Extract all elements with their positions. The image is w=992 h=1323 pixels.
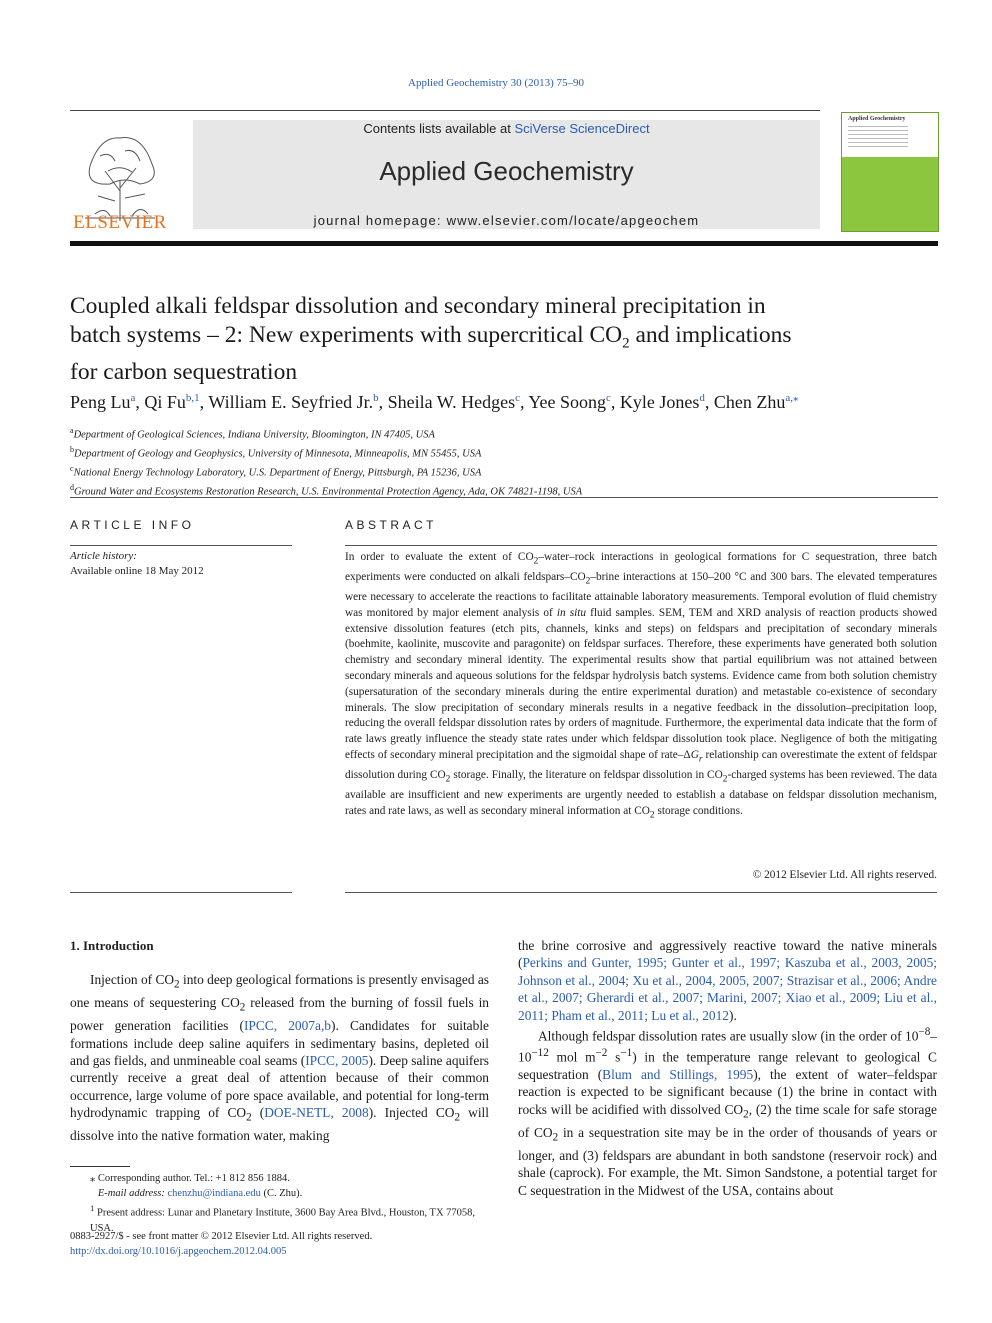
article-history-value: Available online 18 May 2012 (70, 565, 204, 577)
copyright-notice: © 2012 Elsevier Ltd. All rights reserved. (752, 869, 937, 881)
affiliation-marker: c (70, 464, 74, 473)
title-line-2b: and implications (629, 321, 792, 348)
homepage-prefix: journal homepage: (313, 213, 447, 228)
author-name: Sheila W. Hedges (387, 392, 516, 412)
issn-block (70, 1230, 372, 1259)
affiliation-marker: b (70, 445, 74, 454)
author-affil-link[interactable]: a,⁎ (785, 392, 799, 404)
author-name: Chen Zhu (713, 392, 786, 412)
citation-link[interactable]: IPCC, 2007a,b (243, 1018, 331, 1034)
cover-title: Applied Geochemistry (848, 116, 906, 122)
article-title (70, 292, 930, 386)
author-affil-link[interactable]: a (130, 392, 136, 404)
affiliation-marker: a (70, 426, 74, 435)
citation-link[interactable]: Perkins and Gunter, 1995; Gunter et al., 1997; Kaszuba et al., 2003, 2005; Johnson et al., 2004; Xu et al., 2004, 2005, 2007; Strazisar et al., 2006; Andre et al., 2007; Gherardi et al., 2007; Marini, 2007; Xiao et al., 2009; Liu et al., 2011; Pham et al., 2011; Lu et al., 2012 (518, 955, 937, 1023)
introduction-heading: 1. Introduction (70, 938, 154, 953)
affiliation-text: National Energy Technology Laboratory, U.S. Department of Energy, Pittsburgh, PA 15236, USA (73, 467, 482, 479)
affiliation (70, 424, 582, 443)
footnote-text: Present address: Lunar and Planetary Institute, 3600 Bay Area Blvd., Houston, TX 77058, USA. (90, 1207, 476, 1234)
article-info-bottom-rule (70, 892, 292, 893)
elsevier-wordmark: ELSEVIER (73, 212, 167, 233)
affiliation (70, 443, 582, 462)
footnote-marker: 1 (90, 1203, 95, 1213)
author-name: William E. Seyfried Jr. (208, 392, 374, 412)
email-label: E-mail address: (97, 1188, 165, 1199)
journal-cover-thumbnail[interactable] (841, 112, 939, 232)
affiliation-text: Department of Geological Sciences, Indiana University, Bloomington, IN 47405, USA (73, 429, 435, 441)
footnote-rule (70, 1166, 130, 1167)
author-name: Kyle Jones (619, 392, 700, 412)
cover-header (842, 113, 938, 157)
body-paragraph: the brine corrosive and aggressively reactive toward the native minerals (Perkins and Gunter, 1995; Gunter et al., 1997; Kaszuba et al., 2003, 2005; Johnson et al., 2004; Xu et al., 2004, 2005, 2007; Strazisar et al., 2006; Andre et al., 2007; Gherardi et al., 2007; Marini, 2007; Xiao et al., 2009; Liu et al., 2011; Pham et al., 2011; Lu et al., 2012). (518, 938, 937, 1023)
body-paragraph: Injection of $CO_2$ into deep geological formations is presently envisaged as one means of sequestering $CO_2$ released from the burning of fossil fuels in power generation facilities (IPCC, 2007a,b). Candidates for suitable formations include deep saline aquifers in sedimentary basins, depleted oil and gas fields, and unmineable coal seams (IPCC, 2005). Deep saline aquifers currently receive a great deal of attention because of their common occurrence, large volume of pore space available, and potential for long-term hydrodynamic trapping of $CO_2$ (DOE-NETL, 2008). Injected $CO_2$ will dissolve into the native formation water, making (70, 972, 490, 1144)
article-history-label: Article history: (70, 550, 137, 562)
affiliation-list (70, 424, 582, 500)
title-line-1: Coupled alkali feldspar dissolution and secondary mineral precipitation in (70, 293, 766, 319)
author-name: Yee Soong (528, 392, 607, 412)
article-info-rule (70, 545, 292, 546)
body-column-left (70, 971, 489, 1145)
title-line-3: for carbon sequestration (70, 358, 298, 385)
homepage-url[interactable]: www.elsevier.com/locate/apgeochem (446, 213, 700, 228)
email-suffix: (C. Zhu). (260, 1188, 303, 1199)
contents-line (193, 121, 820, 136)
sciencedirect-link[interactable]: SciVerse ScienceDirect (514, 121, 650, 136)
doi-link[interactable]: http://dx.doi.org/10.1016/j.apgeochem.2012.04.005 (70, 1245, 287, 1257)
affiliation-marker: d (70, 483, 74, 492)
footnotes (70, 1171, 490, 1236)
footnote-marker: ⁎ (90, 1173, 96, 1184)
footnote-corresponding (70, 1171, 490, 1186)
title-subscript: 2 (622, 335, 630, 352)
abstract-bottom-rule (345, 892, 937, 893)
author-affil-link[interactable]: b (373, 392, 379, 404)
citation-link[interactable]: DOE-NETL, 2008 (264, 1105, 369, 1121)
header-rule (70, 110, 820, 111)
footnote-text: Corresponding author. Tel.: +1 812 856 1884. (97, 1173, 290, 1184)
article-info-heading: ARTICLE INFO (70, 518, 195, 532)
author-affil-link[interactable]: c (606, 392, 611, 404)
contents-prefix: Contents lists available at (363, 121, 515, 136)
body-paragraph: Although feldspar dissolution rates are usually slow (in the order of $10^{-8}-10^{-12}$ mol $m^{-2}$ $s^{-1}$) in the temperature range relevant to geological C sequestration (Blum and Stillings, 1995), the extent of water–feldspar reaction is expected to be significant because (1) the brine in contact with rocks will be acidified with dissolved $CO_2$, (2) the time scale for safe storage of $CO_2$ in a sequestration site may be in the order of thousands of years or longer, and (3) feldspars are abundant in both sandstone (reservoir rock) and shale (caprock). For example, the Mt. Simon Sandstone, a potential target for C sequestration in the Midwest of the USA, contains about (518, 1026, 937, 1198)
citation-link[interactable]: Blum and Stillings, 1995 (602, 1066, 754, 1082)
affiliation-text: Ground Water and Ecosystems Restoration Research, U.S. Environmental Protection Agency, Ada, OK 74821-1198, USA (74, 486, 583, 498)
author-name: Qi Fu (144, 392, 186, 412)
abstract-heading: ABSTRACT (345, 518, 438, 532)
author-affil-link[interactable]: b,1 (185, 392, 200, 404)
cover-lines (848, 126, 908, 150)
title-line-2a: batch systems – 2: New experiments with supercritical CO (70, 321, 623, 348)
body-column-right (518, 937, 937, 1199)
citation-link[interactable]: IPCC, 2005 (305, 1052, 369, 1068)
author-affil-link[interactable]: d (699, 392, 705, 404)
footnote-email (70, 1186, 490, 1201)
affiliation-text: Department of Geology and Geophysics, University of Minnesota, Minneapolis, MN 55455, USA (74, 448, 482, 460)
abstract-text: In order to evaluate the extent of $CO_2-water$–rock interactions in geological formations for C sequestration, three batch experiments were conducted on alkali feldspars–$CO_2$–brine interactions at 150–200 °C and 300 bars. The elevated temperatures were necessary to accelerate the reactions to facilitate attainable laboratory measurements. Temporal evolution of fluid chemistry was monitored by major element analysis of in situ fluid samples. SEM, TEM and XRD analysis of reaction products showed extensive dissolution features (etch pits, channels, kinks and steps) on feldspars and precipitation of secondary minerals (boehmite, kaolinite, muscovite and paragonite) on feldspar surfaces. Therefore, these experiments have generated both solution chemistry and secondary mineral identity. The experimental results show that partial equilibrium was not attained between secondary minerals and aqueous solutions for the feldspar hydrolysis batch systems. Evidence came from both solution chemistry (supersaturation of the secondary minerals during the entire experimental duration) and metastable co-existence of secondary minerals. The slow precipitation of secondary minerals results in a negative feedback in the dissolution–precipitation loop, reducing the overall feldspar dissolution rates by orders of magnitude. Furthermore, the experimental data indicate that the form of rate laws greatly influence the steady state rates under which feldspar dissolution took place. Negligence of both the mitigating effects of secondary mineral precipitation and the sigmoidal shape of rate–$\Delta G_r$ relationship can overestimate the extent of feldspar dissolution during $CO_2$ storage. Finally, the literature on feldspar dissolution in $CO_2$-charged systems has been reviewed. The data available are insufficient and new experiments are urgently needed to establish a database on feldspar dissolution mechanism, rates and rate laws, as well as secondary mineral information at $CO_2$ storage conditions. (345, 551, 937, 821)
author-name: Peng Lu (70, 392, 131, 412)
author-affil-link[interactable]: c (515, 392, 520, 404)
email-link[interactable]: chenzhu@indiana.edu (167, 1188, 261, 1199)
section-rule (70, 497, 938, 498)
journal-citation[interactable]: Applied Geochemistry 30 (2013) 75–90 (408, 77, 584, 89)
issn-line: 0883-2927/$ - see front matter © 2012 Elsevier Ltd. All rights reserved. (70, 1231, 373, 1242)
header-thick-rule (70, 241, 938, 246)
abstract-rule (345, 545, 937, 546)
affiliation (70, 462, 582, 481)
journal-title: Applied Geochemistry (379, 156, 634, 186)
author-list: Peng Lu$^a$, Qi Fu$^{b,1}$, William E. Seyfried Jr.$^b$, Sheila W. Hedges$^c$, Yee Soong$^c$, Kyle Jones$^d$, Chen Zhu$^{a,⁎}$ (70, 392, 799, 412)
journal-homepage (193, 213, 820, 228)
